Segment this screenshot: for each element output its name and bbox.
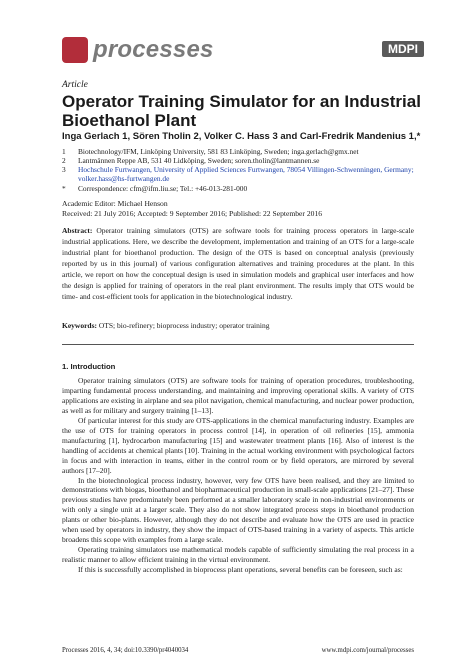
affiliation-number: 2: [62, 156, 66, 165]
affiliation-1: [62, 147, 432, 156]
abstract: [62, 225, 414, 302]
publication-dates: Received: 21 July 2016; Accepted: 9 September 2016; Published: 22 September 2016: [62, 209, 323, 218]
page-footer: [62, 647, 414, 654]
affiliation-text: Biotechnology/IFM, Linköping University, 581 83 Linköping, Sweden; inga.gerlach@gmx.net: [78, 147, 359, 156]
journal-logo-icon: [62, 37, 88, 63]
correspondence: [62, 184, 432, 193]
affiliation-number: 1: [62, 147, 66, 156]
footer-citation: Processes 2016, 4, 34; doi:10.3390/pr4040034: [62, 647, 189, 654]
keywords-text: OTS; bio-refinery; bioprocess industry; operator training: [98, 321, 270, 330]
paper-title: Operator Training Simulator for an Industrial Bioethanol Plant: [62, 92, 421, 130]
publisher-logo: MDPI: [382, 41, 424, 57]
affiliation-number: 3: [62, 165, 66, 174]
affiliation-number: *: [62, 184, 66, 193]
section-divider: [62, 344, 414, 345]
section-heading: 1. Introduction: [62, 362, 116, 371]
keywords: [62, 321, 414, 330]
body-text: [62, 376, 414, 575]
affiliation-text: Hochschule Furtwangen, University of Applied Sciences Furtwangen, 78054 Villingen-Schwenningen, Germany; volker.hass@hs-furtwangen.de: [78, 165, 414, 183]
abstract-label: Abstract:: [62, 226, 93, 235]
affiliation-3: [62, 165, 432, 183]
paragraph: Operating training simulators use mathematical models capable of sufficiently simulating the real process in a realistic manner to allow efficient training in the virtual environment.: [62, 545, 414, 565]
keywords-label: Keywords:: [62, 321, 97, 330]
paragraph: If this is successfully accomplished in bioprocess plant operations, several benefits can be foreseen, such as:: [78, 565, 403, 575]
journal-name: processes: [93, 36, 214, 63]
article-type: Article: [62, 80, 88, 90]
affiliation-text: Correspondence: cfm@ifm.liu.se; Tel.: +46-013-281-000: [78, 184, 248, 193]
paragraph: Operator training simulators (OTS) are software tools for training of operation procedures, troubleshooting, imparting fundamental process understanding, and maintaining and improving operational skills. A variety of OTS applications are existing in airplane and sea pilot navigation, chemical manufacturing, and nuclear power production, as well as for military and surgery training [1–13].: [62, 376, 414, 415]
paragraph: Of particular interest for this study are OTS-applications in the chemical manufacturing industry. Examples are the use of OTS for training operators in process control [14], in operation of oil refineries [15], ammonia manufacturing [1], hydrocarbon manufacturing [15] and wastewater treatment plants [16]. Also of interest is the handling of accidents at chemical plants [10]. Training in the actual working environment with psychological factors in focus and with interaction in teams, either in the control room or by field operators, are mirrored by several authors [17–20].: [62, 415, 414, 475]
affiliation-text: Lantmännen Reppe AB, 531 40 Lidköping, Sweden; soren.tholin@lantmannen.se: [78, 156, 320, 165]
author-list: Inga Gerlach 1, Sören Tholin 2, Volker C. Hass 3 and Carl-Fredrik Mandenius 1,*: [62, 131, 421, 142]
footer-url[interactable]: www.mdpi.com/journal/processes: [321, 647, 414, 654]
affiliation-2: [62, 156, 432, 165]
paragraph: In the biotechnological process industry, however, very few OTS have been realised, and they are limited to demonstrations with biogas, bioethanol and biopharmaceutical production in small-scale applications [21–27]. These previous studies have predominately been performed at a smaller laboratory scale in non-industrial environments or with only a single unit at a larger scale. They also do not show integrated process steps in bioethanol production plants or other bio-plants. However, although they do not describe and evaluate how the OTS are used in practice when used by operators in industry, they show the impact of OTS-based training in a variety of aspects. This article broadens this scope with examples from a large scale.: [62, 475, 414, 545]
abstract-text: Operator training simulators (OTS) are software tools for training process operators in large-scale industrial applications. Here, we describe the development, implementation and training of an OTS for a large-scale industrial plant for bioethanol production. The design of the OTS is based on conceptual analysis (previously reported by us in this journal) of various configuration alternatives and training procedures at the plant. In this article, we report on how the conceptual design is used in simulation models and graphical user interfaces and how the design is applied for training of operators in the real plant environment. The results imply that OTS would be time- and cost-efficient tools for application in the biotechnological industry.: [62, 226, 414, 301]
academic-editor: Academic Editor: Michael Henson: [62, 199, 168, 208]
